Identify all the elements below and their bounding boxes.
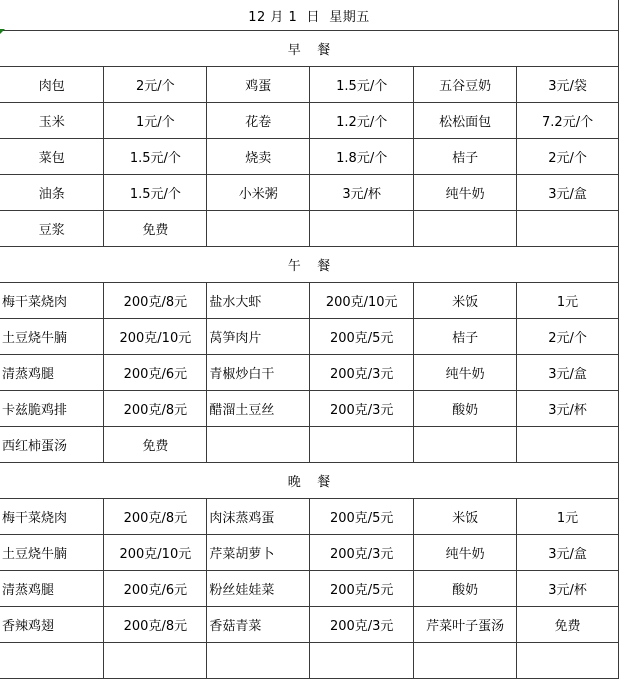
dish-price: 1元 xyxy=(517,499,619,535)
dish-name: 土豆烧牛腩 xyxy=(0,319,104,355)
lunch-heading xyxy=(0,247,619,283)
dish-price: 3元/盒 xyxy=(517,355,619,391)
table-row xyxy=(0,283,619,319)
empty-cell xyxy=(414,643,517,679)
dish-name: 米饭 xyxy=(414,283,517,319)
dish-name: 肉包 xyxy=(0,67,104,103)
table-row xyxy=(0,391,619,427)
cell-marker-triangle xyxy=(0,29,5,34)
dish-price: 200克/3元 xyxy=(310,535,414,571)
dish-name: 桔子 xyxy=(414,139,517,175)
dish-name: 西红柿蛋汤 xyxy=(0,427,104,463)
dish-price: 7.2元/个 xyxy=(517,103,619,139)
dish-price: 1元 xyxy=(517,283,619,319)
dinner-header-row xyxy=(0,463,619,499)
dish-name: 梅干菜烧肉 xyxy=(0,283,104,319)
dish-price: 200克/8元 xyxy=(104,391,207,427)
empty-cell xyxy=(310,643,414,679)
dish-price: 200克/10元 xyxy=(310,283,414,319)
table-row xyxy=(0,175,619,211)
dish-name: 酸奶 xyxy=(414,391,517,427)
table-row xyxy=(0,427,619,463)
dish-price: 200克/8元 xyxy=(104,283,207,319)
dish-price: 免费 xyxy=(104,427,207,463)
dish-name: 五谷豆奶 xyxy=(414,67,517,103)
dinner-heading-text: 晚 餐 xyxy=(287,475,331,490)
dish-price: 200克/3元 xyxy=(310,607,414,643)
dish-name: 菜包 xyxy=(0,139,104,175)
table-row xyxy=(0,211,619,247)
dish-price: 3元/袋 xyxy=(517,67,619,103)
dish-price: 200克/6元 xyxy=(104,571,207,607)
table-row xyxy=(0,499,619,535)
dish-name: 豆浆 xyxy=(0,211,104,247)
title-row xyxy=(0,0,619,31)
dish-price: 2元/个 xyxy=(104,67,207,103)
dish-name: 纯牛奶 xyxy=(414,355,517,391)
dish-name: 纯牛奶 xyxy=(414,175,517,211)
empty-cell xyxy=(0,643,104,679)
dish-price: 3元/盒 xyxy=(517,175,619,211)
dish-name: 醋溜土豆丝 xyxy=(207,391,310,427)
empty-cell xyxy=(310,427,414,463)
table-row xyxy=(0,607,619,643)
dish-name: 芹菜叶子蛋汤 xyxy=(414,607,517,643)
dish-name: 土豆烧牛腩 xyxy=(0,535,104,571)
dish-name: 米饭 xyxy=(414,499,517,535)
date-title-text: 12 月 1 日 星期五 xyxy=(248,9,370,25)
dish-price: 免费 xyxy=(517,607,619,643)
dish-price: 200克/8元 xyxy=(104,607,207,643)
dish-name: 梅干菜烧肉 xyxy=(0,499,104,535)
dish-price: 200克/8元 xyxy=(104,499,207,535)
dish-price: 1.5元/个 xyxy=(310,67,414,103)
dish-name: 青椒炒白干 xyxy=(207,355,310,391)
empty-cell xyxy=(207,643,310,679)
dish-price: 1.8元/个 xyxy=(310,139,414,175)
dish-price: 1.2元/个 xyxy=(310,103,414,139)
dish-name: 卡兹脆鸡排 xyxy=(0,391,104,427)
date-title xyxy=(0,0,619,31)
dish-price: 3元/杯 xyxy=(517,391,619,427)
dish-price: 200克/3元 xyxy=(310,391,414,427)
breakfast-heading xyxy=(0,31,619,67)
empty-cell xyxy=(414,211,517,247)
dish-name: 酸奶 xyxy=(414,571,517,607)
dish-price: 200克/10元 xyxy=(104,319,207,355)
dish-price: 1.5元/个 xyxy=(104,175,207,211)
dish-name: 清蒸鸡腿 xyxy=(0,355,104,391)
dish-name: 芹菜胡萝卜 xyxy=(207,535,310,571)
dish-name: 莴笋肉片 xyxy=(207,319,310,355)
dish-name: 盐水大虾 xyxy=(207,283,310,319)
dish-price: 200克/3元 xyxy=(310,355,414,391)
dish-name: 松松面包 xyxy=(414,103,517,139)
empty-cell xyxy=(414,427,517,463)
dish-name: 鸡蛋 xyxy=(207,67,310,103)
dish-price: 3元/杯 xyxy=(517,571,619,607)
dish-name: 纯牛奶 xyxy=(414,535,517,571)
empty-cell xyxy=(517,427,619,463)
dish-price: 1.5元/个 xyxy=(104,139,207,175)
dish-name: 小米粥 xyxy=(207,175,310,211)
table-row xyxy=(0,103,619,139)
empty-cell xyxy=(207,211,310,247)
dish-name: 桔子 xyxy=(414,319,517,355)
dish-name: 油条 xyxy=(0,175,104,211)
dish-name: 清蒸鸡腿 xyxy=(0,571,104,607)
table-row xyxy=(0,355,619,391)
table-row xyxy=(0,319,619,355)
dish-name: 花卷 xyxy=(207,103,310,139)
table-row xyxy=(0,67,619,103)
table-row xyxy=(0,535,619,571)
dish-name: 香辣鸡翅 xyxy=(0,607,104,643)
empty-cell xyxy=(310,211,414,247)
dish-price: 3元/盒 xyxy=(517,535,619,571)
empty-cell xyxy=(517,211,619,247)
dinner-heading xyxy=(0,463,619,499)
breakfast-header-row xyxy=(0,31,619,67)
dish-name: 肉沫蒸鸡蛋 xyxy=(207,499,310,535)
table-row xyxy=(0,139,619,175)
dish-price: 200克/6元 xyxy=(104,355,207,391)
dish-name: 香菇青菜 xyxy=(207,607,310,643)
empty-cell xyxy=(517,643,619,679)
dish-price: 免费 xyxy=(104,211,207,247)
dish-price: 2元/个 xyxy=(517,139,619,175)
dish-price: 200克/5元 xyxy=(310,499,414,535)
dish-name: 烧卖 xyxy=(207,139,310,175)
dish-name: 玉米 xyxy=(0,103,104,139)
lunch-header-row xyxy=(0,247,619,283)
dish-price: 1元/个 xyxy=(104,103,207,139)
dish-price: 200克/5元 xyxy=(310,319,414,355)
lunch-heading-text: 午 餐 xyxy=(287,259,331,274)
dish-price: 3元/杯 xyxy=(310,175,414,211)
breakfast-heading-text: 早 餐 xyxy=(287,43,331,58)
dish-price: 2元/个 xyxy=(517,319,619,355)
dish-price: 200克/5元 xyxy=(310,571,414,607)
table-row xyxy=(0,571,619,607)
table-row xyxy=(0,643,619,679)
dish-name: 粉丝娃娃菜 xyxy=(207,571,310,607)
empty-cell xyxy=(104,643,207,679)
dish-price: 200克/10元 xyxy=(104,535,207,571)
empty-cell xyxy=(207,427,310,463)
